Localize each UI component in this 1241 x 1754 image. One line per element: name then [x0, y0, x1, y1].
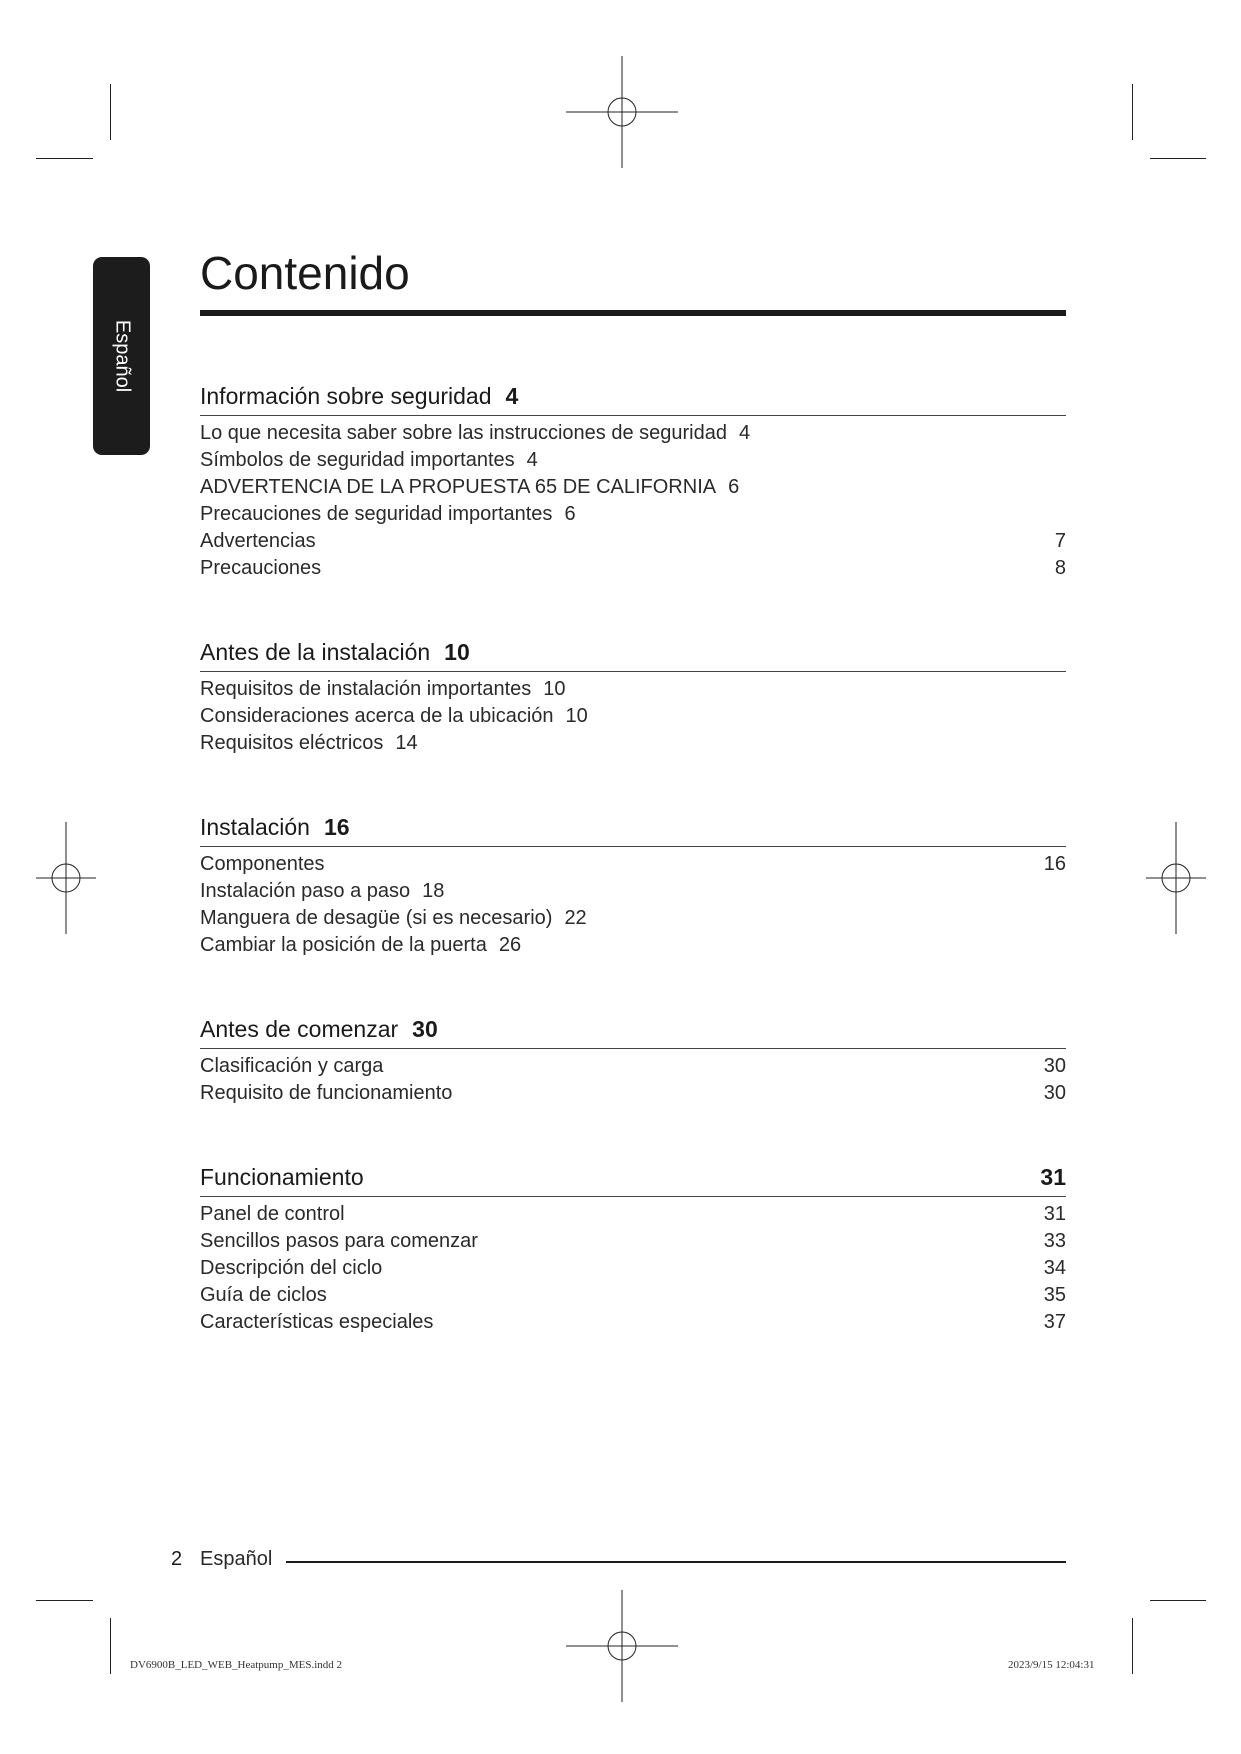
footer-rule	[286, 1561, 1066, 1563]
footer-language: Español	[200, 1548, 273, 1570]
toc-entry-page: 33	[1043, 1230, 1066, 1252]
toc-entry-page: 6	[564, 503, 576, 525]
toc-entry[interactable]	[200, 676, 1066, 703]
toc-entry-page: 18	[422, 880, 445, 902]
toc-entry-page: 14	[395, 732, 418, 754]
toc-entry[interactable]	[200, 878, 1066, 905]
toc-entry-page: 10	[565, 705, 588, 727]
toc-entry-list	[200, 1049, 1066, 1107]
toc-entry[interactable]	[200, 1080, 1066, 1107]
toc-entry-label: Guía de ciclos	[200, 1284, 327, 1306]
page-title: Contenido	[200, 247, 410, 299]
toc-entry-label: Consideraciones acerca de la ubicación	[200, 705, 554, 727]
toc-section-heading[interactable]	[200, 1015, 1066, 1049]
toc-entry-label: Requisitos de instalación importantes	[200, 678, 532, 700]
toc-entry-page: 6	[728, 476, 740, 498]
toc-entry-label: Requisitos eléctricos	[200, 732, 384, 754]
toc-entry-page: 7	[1054, 530, 1066, 552]
crop-mark	[1150, 158, 1206, 159]
toc-section-page: 4	[505, 383, 519, 409]
registration-mark-icon	[10, 822, 122, 934]
crop-mark	[36, 1600, 93, 1601]
toc-section-heading[interactable]	[200, 638, 1066, 672]
language-side-tab	[93, 257, 150, 455]
crop-mark	[1132, 84, 1133, 140]
toc-entry-label: Clasificación y carga	[200, 1055, 384, 1077]
toc-entry-list	[200, 672, 1066, 757]
toc-entry-label: Instalación paso a paso	[200, 880, 411, 902]
toc-entry-page: 31	[1043, 1203, 1066, 1225]
registration-mark-icon	[1120, 822, 1232, 934]
toc-entry-label: Cambiar la posición de la puerta	[200, 934, 487, 956]
toc-section-heading[interactable]	[200, 1163, 1066, 1197]
crop-mark	[36, 158, 93, 159]
toc-entry[interactable]	[200, 932, 1066, 959]
registration-mark-icon	[566, 56, 678, 168]
toc-entry-page: 22	[564, 907, 587, 929]
crop-mark	[1150, 1600, 1206, 1601]
toc-entry-page: 4	[739, 422, 751, 444]
toc-entry-page: 35	[1043, 1284, 1066, 1306]
toc-entry-label: Sencillos pasos para comenzar	[200, 1230, 478, 1252]
toc-entry[interactable]	[200, 1309, 1066, 1336]
toc-entry-label: ADVERTENCIA DE LA PROPUESTA 65 DE CALIFORNIA	[200, 476, 717, 498]
toc-entry[interactable]	[200, 555, 1066, 582]
toc-entry[interactable]	[200, 851, 1066, 878]
toc-entry-label: Panel de control	[200, 1203, 345, 1225]
registration-mark-icon	[566, 1590, 678, 1702]
print-slug-file: DV6900B_LED_WEB_Heatpump_MES.indd 2	[130, 1659, 343, 1671]
toc-section	[200, 638, 1066, 757]
toc-entry-label: Componentes	[200, 853, 325, 875]
toc-entry[interactable]	[200, 1255, 1066, 1282]
toc-section-page: 31	[1040, 1164, 1066, 1190]
toc-section-title: Instalación	[200, 814, 310, 840]
toc-entry[interactable]	[200, 730, 1066, 757]
toc-entry[interactable]	[200, 528, 1066, 555]
title-rule	[200, 310, 1066, 316]
toc-entry-page: 26	[498, 934, 522, 956]
toc-entry-page: 30	[1043, 1082, 1066, 1104]
toc-section	[200, 382, 1066, 582]
toc-entry[interactable]	[200, 1201, 1066, 1228]
toc-entry[interactable]	[200, 474, 1066, 501]
toc-entry[interactable]	[200, 1228, 1066, 1255]
toc-entry[interactable]	[200, 905, 1066, 932]
toc-section-page: 10	[444, 639, 470, 665]
toc-entry-page: 37	[1043, 1311, 1066, 1333]
toc-entry-page: 8	[1054, 557, 1066, 579]
toc-entry-label: Manguera de desagüe (si es necesario)	[200, 907, 553, 929]
toc-entry[interactable]	[200, 501, 1066, 528]
toc-entry-label: Requisito de funcionamiento	[200, 1082, 453, 1104]
toc-entry[interactable]	[200, 1282, 1066, 1309]
crop-mark	[110, 84, 111, 140]
print-slug-timestamp: 2023/9/15 12:04:31	[1008, 1659, 1095, 1671]
toc-entry-page: 34	[1043, 1257, 1066, 1279]
crop-mark	[1132, 1618, 1133, 1674]
toc-entry-label: Símbolos de seguridad importantes	[200, 449, 515, 471]
crop-mark	[110, 1618, 111, 1674]
toc-entry-label: Advertencias	[200, 530, 316, 552]
toc-section-title: Información sobre seguridad	[200, 383, 492, 409]
toc-section	[200, 813, 1066, 959]
toc-entry-label: Precauciones	[200, 557, 322, 579]
toc-section-heading[interactable]	[200, 813, 1066, 847]
toc-entry[interactable]	[200, 420, 1066, 447]
toc-section	[200, 1015, 1066, 1107]
toc-entry-label: Descripción del ciclo	[200, 1257, 383, 1279]
toc-section-title: Antes de comenzar	[200, 1016, 399, 1042]
toc-entry-page: 4	[526, 449, 538, 471]
toc-entry-list	[200, 1197, 1066, 1336]
toc-section-heading[interactable]	[200, 382, 1066, 416]
language-side-tab-label: Español	[111, 319, 133, 393]
toc-entry-label: Lo que necesita saber sobre las instrucciones de seguridad	[200, 422, 727, 444]
toc-entry-label: Características especiales	[200, 1311, 434, 1333]
toc-section-title: Antes de la instalación	[200, 639, 431, 665]
toc-entry[interactable]	[200, 1053, 1066, 1080]
toc-entry-label: Precauciones de seguridad importantes	[200, 503, 553, 525]
toc-entry-list	[200, 847, 1066, 959]
toc-section-page: 30	[412, 1016, 438, 1042]
toc-section-title: Funcionamiento	[200, 1164, 364, 1190]
toc-entry[interactable]	[200, 703, 1066, 730]
footer-page-number: 2	[171, 1548, 183, 1570]
table-of-contents	[200, 382, 1066, 1392]
toc-section	[200, 1163, 1066, 1336]
toc-entry-list	[200, 416, 1066, 582]
toc-entry-page: 10	[543, 678, 566, 700]
toc-section-page: 16	[323, 814, 350, 840]
toc-entry[interactable]	[200, 447, 1066, 474]
toc-entry-page: 16	[1043, 853, 1066, 875]
toc-entry-page: 30	[1043, 1055, 1066, 1077]
